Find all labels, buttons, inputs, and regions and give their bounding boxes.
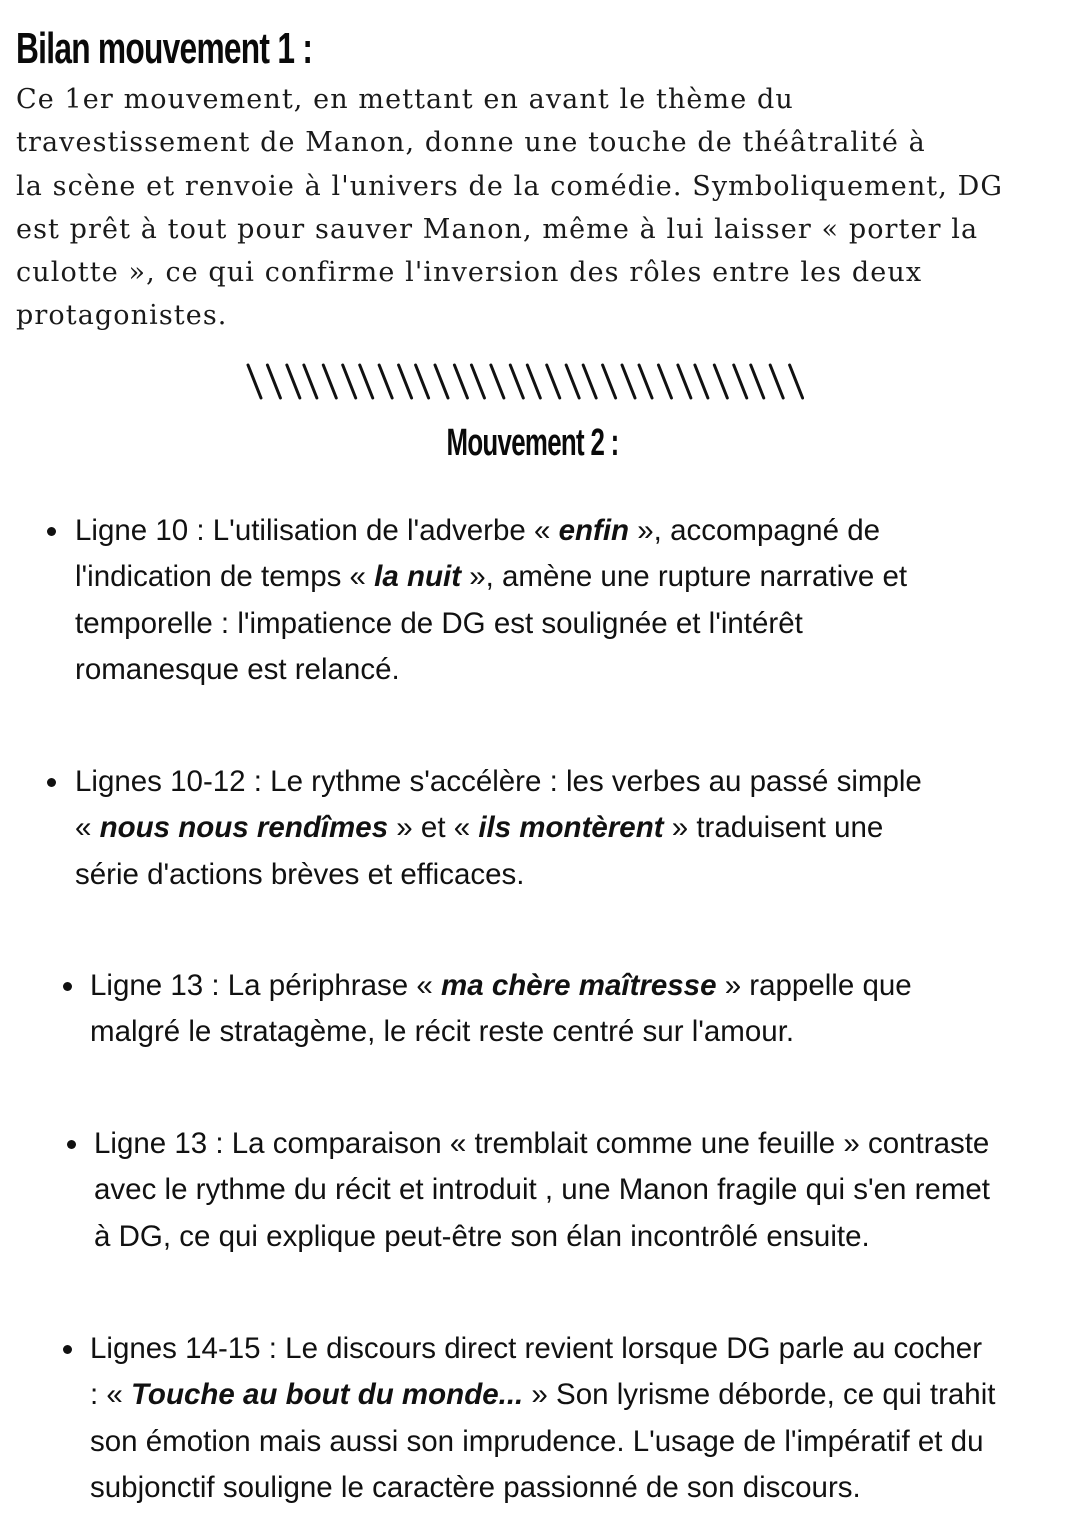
divider-stroke [734,365,747,398]
emphasized-quote: ma chère maîtresse [440,969,717,1002]
bullet-dot-icon [63,1345,72,1354]
text-run: : « [90,1378,131,1412]
divider-stroke [658,365,671,398]
text-run: subjonctif souligne le caractère passionné de son discours. [90,1470,861,1504]
divider-stroke [622,365,635,398]
divider-stroke [714,365,727,398]
emphasized-quote: nous nous rendîmes [99,811,389,845]
bullet-dot-icon [67,1140,76,1149]
bullet-dot-icon [63,982,72,991]
emphasized-quote: enfin [558,514,630,547]
bullet-item [90,963,912,1056]
bullet-dot-icon [47,778,56,787]
bullet-line [94,1214,990,1260]
bullet-item [90,1326,995,1511]
divider-stroke [491,365,504,398]
divider-stroke [343,365,356,398]
bullet-text [90,963,912,1056]
text-run: temporelle : l'impatience de DG est soulignée et l'intérêt [75,606,803,640]
text-run: avec le rythme du récit et introduit , une Manon fragile qui s'en remet [94,1173,991,1207]
text-run: Ligne 10 : L'utilisation de l'adverbe « [75,514,559,547]
bullet-line [90,1372,995,1418]
emphasized-quote: la nuit [374,560,462,594]
divider-stroke [471,365,484,398]
text-run: Ligne 13 : La périphrase « [90,969,441,1002]
divider-stroke [248,365,261,398]
bullet-line [75,601,907,647]
bullet-line [94,1167,990,1213]
paragraph-line: Ce 1er mouvement, en mettant en avant le thème du [16,84,794,115]
text-run: », amène une rupture narrative et [461,560,908,594]
divider-stroke [416,365,429,398]
text-run: l'indication de temps « [75,560,375,594]
bullet-text [90,1326,995,1511]
text-run: » Son lyrisme déborde, ce qui trahit [523,1378,996,1412]
text-run: » traduisent une [663,811,884,845]
text-run: série d'actions brèves et efficaces. [75,857,525,891]
divider-stroke [399,365,412,398]
section-2-title [0,422,1066,465]
bullet-line [90,1465,995,1511]
section-1-title: Bilan mouvement 1 : [16,24,313,73]
text-run: », accompagné de [629,514,881,547]
divider-stroke [639,365,652,398]
divider-stroke [770,365,783,398]
text-run: Ligne 13 : La comparaison « tremblait comme une feuille » contraste [94,1127,990,1160]
text-run: Lignes 14-15 : Le discours direct revient lorsque DG parle au cocher [90,1332,983,1365]
divider-stroke [267,365,280,398]
divider-stroke [527,365,540,398]
text-run: « [75,811,100,845]
divider-stroke [379,365,392,398]
bullet-line [90,1326,995,1372]
divider-stroke [435,365,448,398]
bullet-line [90,963,912,1009]
emphasized-quote: Touche au bout du monde... [131,1378,524,1412]
divider-stroke [751,365,764,398]
section-2-title-text: Mouvement 2 : [446,422,620,464]
divider-stroke [510,365,523,398]
paragraph-line: est prêt à tout pour sauver Manon, même à lui laisser « porter la [16,213,979,245]
bullet-line [94,1121,990,1167]
bullet-item [75,759,922,898]
bullet-line [75,805,922,851]
divider-stroke [323,365,336,398]
paragraph-line: culotte », ce qui confirme l'inversion des rôles entre les deux [16,257,923,289]
bullet-text [75,759,922,898]
divider-stroke [454,365,467,398]
bullet-item [75,508,907,693]
bullet-dot-icon [47,527,56,536]
divider-stroke [566,365,579,398]
bullet-line [75,554,907,600]
text-run: son émotion mais aussi son imprudence. L'usage de l'impératif et du [90,1424,984,1458]
bullet-item [94,1121,990,1260]
text-run: » rappelle que [716,969,912,1002]
bullet-line [75,508,907,554]
bullet-line [75,759,922,805]
bullet-line [75,647,907,693]
section-1-summary-paragraph [16,78,1076,338]
paragraph-line: protagonistes. [16,300,228,332]
divider-stroke [304,365,317,398]
divider-stroke [547,365,560,398]
divider-stroke [360,365,373,398]
text-run: malgré le stratagème, le récit reste centré sur l'amour. [90,1015,795,1049]
divider-stroke [603,365,616,398]
paragraph-line: travestissement de Manon, donne une touche de théâtralité à [16,127,926,159]
bullet-text [94,1121,990,1260]
bullet-line [75,852,922,898]
divider-stroke [583,365,596,398]
text-run: » et « [388,811,479,845]
text-run: Lignes 10-12 : Le rythme s'accélère : les verbes au passé simple [75,765,922,798]
paragraph-line: la scène et renvoie à l'univers de la comédie. Symboliquement, DG [16,170,1004,202]
bullet-line [90,1419,995,1465]
text-run: romanesque est relancé. [75,652,400,686]
divider-stroke [287,365,300,398]
bullet-text [75,508,907,693]
divider-stroke [790,365,803,398]
emphasized-quote: ils montèrent [478,811,664,845]
hatched-divider [244,362,804,402]
divider-stroke [678,365,691,398]
text-run: à DG, ce qui explique peut-être son élan incontrôlé ensuite. [94,1219,870,1253]
divider-stroke [695,365,708,398]
bullet-line [90,1009,912,1055]
